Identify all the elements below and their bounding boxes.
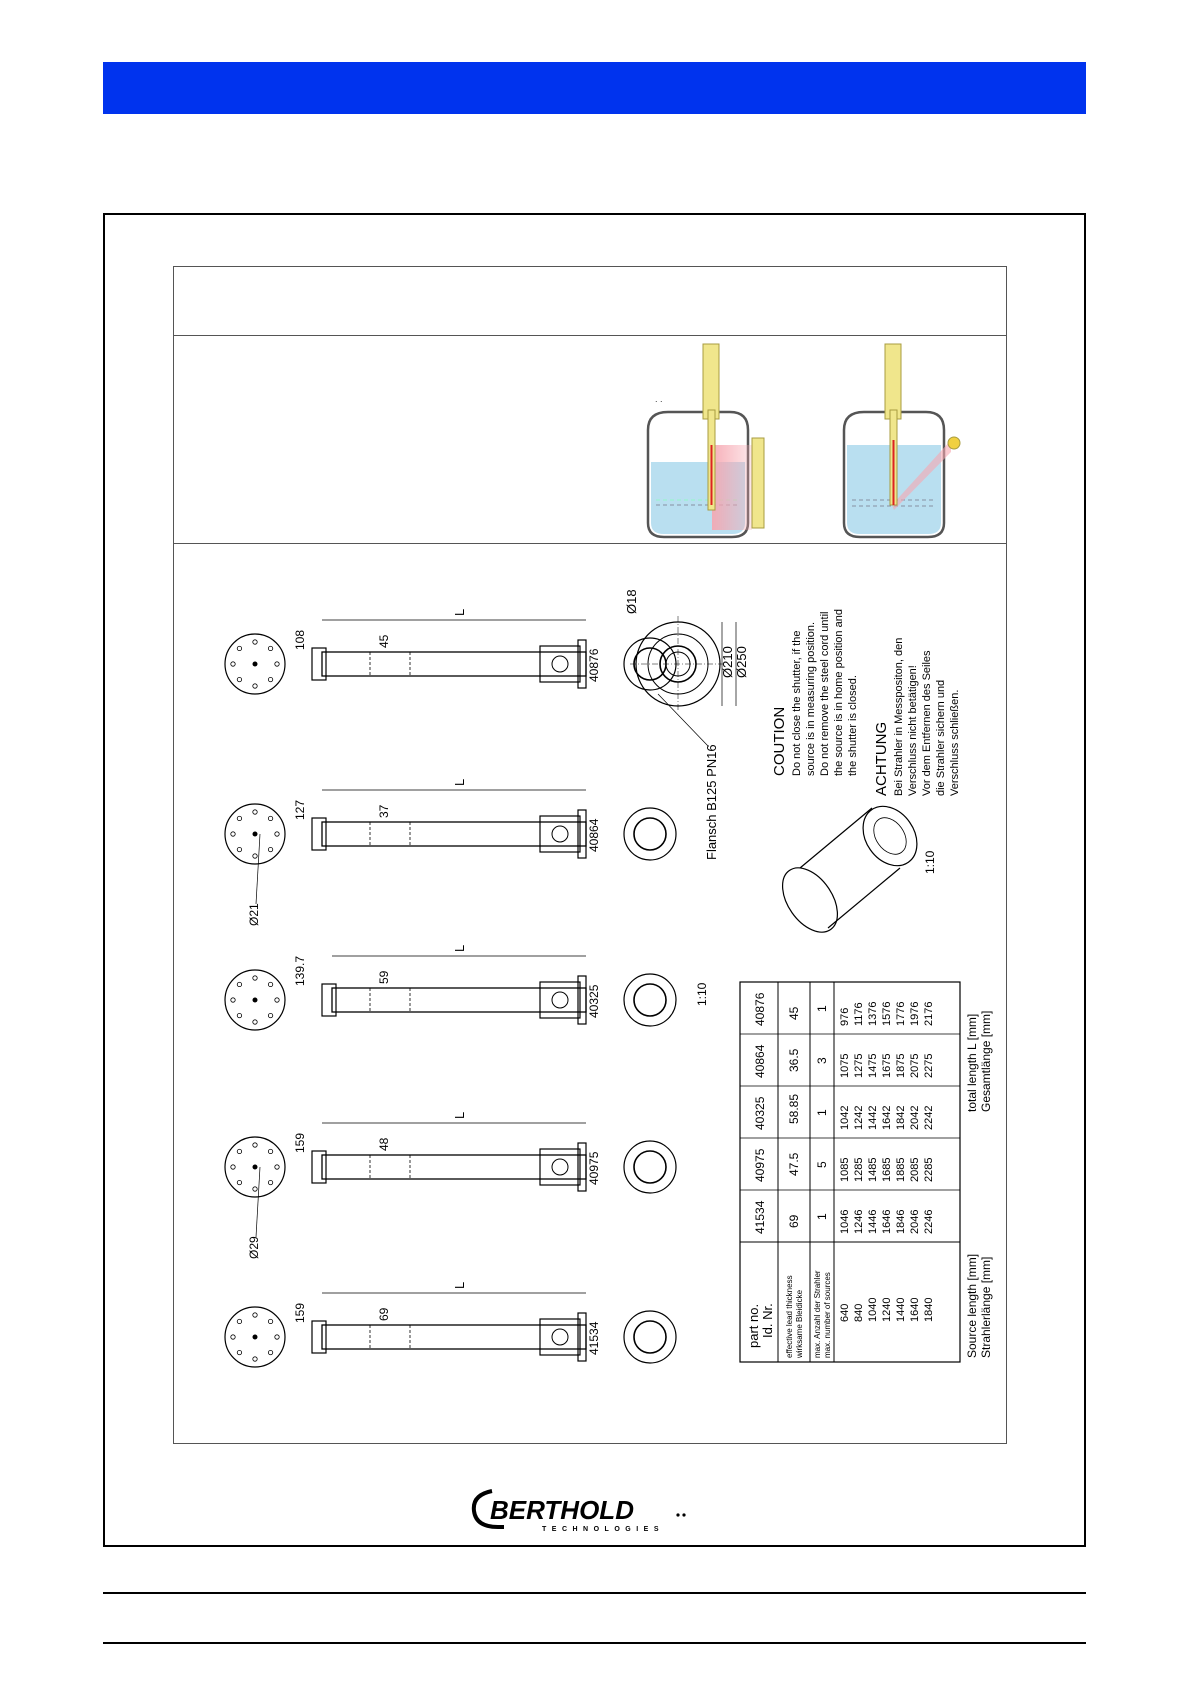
bottom-view-flange bbox=[624, 974, 676, 1026]
table-length-cell: 1242 bbox=[853, 1105, 865, 1130]
table-length-cell: 1685 bbox=[881, 1157, 893, 1182]
lead-dimension: 37 bbox=[377, 804, 391, 818]
table-length-cell: 1475 bbox=[867, 1053, 879, 1078]
achtung-line-5: Verschluss schließen. bbox=[949, 689, 961, 796]
lead-dimension: 69 bbox=[377, 1307, 391, 1321]
source-holder-drawing bbox=[225, 945, 676, 1030]
drawing-part-number: 40325 bbox=[587, 984, 601, 1018]
table-lead-header: effective lead thickness bbox=[785, 1275, 794, 1358]
table-length-cell: 1046 bbox=[839, 1209, 851, 1234]
table-length-cell: 2075 bbox=[909, 1053, 921, 1078]
logo-sub-text: TECHNOLOGIES bbox=[542, 1526, 665, 1533]
table-length-cell: 1442 bbox=[867, 1105, 879, 1130]
svg-text:. .: . . bbox=[655, 394, 663, 404]
source-holder-drawing bbox=[225, 1112, 676, 1259]
source-length-cell: 840 bbox=[853, 1303, 865, 1322]
table-max-cell: 5 bbox=[815, 1161, 829, 1168]
table-length-cell: 1646 bbox=[881, 1209, 893, 1234]
lead-dimension: 59 bbox=[377, 970, 391, 984]
bottom-view-flange bbox=[624, 1311, 676, 1363]
table-length-cell: 1042 bbox=[839, 1105, 851, 1130]
drawing-part-number: 40876 bbox=[587, 648, 601, 682]
length-dimension: L bbox=[452, 1111, 467, 1119]
bottom-view-flange bbox=[624, 808, 676, 860]
length-dimension: L bbox=[452, 608, 467, 616]
table-max-cell: 1 bbox=[815, 1109, 829, 1116]
footer-rule-bottom bbox=[103, 1642, 1086, 1644]
flange-dimension: 159 bbox=[293, 1132, 307, 1153]
table-part-cell: 41534 bbox=[753, 1200, 767, 1234]
table-length-cell: 1446 bbox=[867, 1209, 879, 1234]
scale-label-drawing: 1:10 bbox=[695, 982, 709, 1006]
part-table bbox=[740, 982, 993, 1362]
flange-dia-18: Ø18 bbox=[624, 589, 639, 614]
drawing-part-number: 40975 bbox=[587, 1151, 601, 1185]
table-length-cell: 1085 bbox=[839, 1157, 851, 1182]
flange-dia-250: Ø250 bbox=[734, 646, 749, 678]
total-length-label: total length L [mm] bbox=[965, 1013, 979, 1112]
flange-dimension: 139.7 bbox=[293, 955, 307, 986]
length-dimension: L bbox=[452, 1281, 467, 1289]
achtung-line-4: die Strahler sichern und bbox=[935, 679, 947, 796]
table-length-cell: 2085 bbox=[909, 1157, 921, 1182]
table-lead-header-de: wirksame Bleidicke bbox=[795, 1289, 804, 1358]
caution-line-1: Do not close the shutter, if the bbox=[791, 630, 803, 776]
flange-dia-210: Ø210 bbox=[720, 646, 735, 678]
table-length-cell: 1485 bbox=[867, 1157, 879, 1182]
berthold-logo bbox=[470, 1485, 710, 1535]
achtung-line-3: Vor dem Entfernen des Seiles bbox=[921, 650, 933, 796]
table-length-cell: 1376 bbox=[867, 1001, 879, 1026]
source-holder-drawing bbox=[225, 609, 676, 694]
source-length-cell: 1840 bbox=[923, 1297, 935, 1322]
flange-label: Flansch B125 PN16 bbox=[704, 744, 719, 860]
caution-line-3: Do not remove the steel cord until bbox=[819, 611, 831, 776]
source-length-label: Source length [mm] bbox=[965, 1253, 979, 1358]
flange-detail bbox=[624, 589, 749, 746]
table-length-cell: 1976 bbox=[909, 1001, 921, 1026]
table-length-cell: 2042 bbox=[909, 1105, 921, 1130]
table-part-cell: 40975 bbox=[753, 1148, 767, 1182]
drawing-part-number: 40864 bbox=[587, 818, 601, 852]
table-max-cell: 3 bbox=[815, 1057, 829, 1064]
table-length-cell: 2242 bbox=[923, 1105, 935, 1130]
caution-title: COUTION bbox=[771, 706, 788, 776]
length-dimension: L bbox=[452, 944, 467, 952]
footer-rule-top bbox=[103, 1592, 1086, 1594]
table-length-cell: 2275 bbox=[923, 1053, 935, 1078]
table-length-cell: 1176 bbox=[853, 1002, 865, 1026]
table-length-cell: 1642 bbox=[881, 1105, 893, 1130]
table-max-cell: 1 bbox=[815, 1213, 829, 1220]
flange-dimension: 159 bbox=[293, 1302, 307, 1323]
table-length-cell: 1675 bbox=[881, 1053, 893, 1078]
table-part-header-de: Id. Nr. bbox=[760, 1303, 775, 1338]
table-length-cell: 1246 bbox=[853, 1209, 865, 1234]
caution-note bbox=[771, 609, 859, 776]
source-holder-drawing bbox=[225, 1282, 676, 1367]
achtung-note bbox=[873, 638, 961, 796]
table-length-cell: 2246 bbox=[923, 1209, 935, 1234]
table-lead-cell: 58.85 bbox=[787, 1093, 801, 1124]
shield-3d-sketch bbox=[771, 796, 937, 942]
table-part-header: part no. bbox=[746, 1303, 761, 1348]
table-length-cell: 1576 bbox=[881, 1001, 893, 1026]
length-dimension: L bbox=[452, 778, 467, 786]
table-length-cell: 1842 bbox=[895, 1105, 907, 1130]
source-holder-drawing bbox=[225, 779, 676, 926]
table-lead-cell: 36.5 bbox=[787, 1048, 801, 1072]
flange-dimension: 127 bbox=[293, 799, 307, 820]
table-length-cell: 2176 bbox=[923, 1001, 935, 1026]
table-length-cell: 1285 bbox=[853, 1157, 865, 1182]
source-length-cell: 1440 bbox=[895, 1297, 907, 1322]
caution-line-2: source is in measuring position. bbox=[805, 621, 817, 776]
side-diameter: Ø29 bbox=[247, 1236, 261, 1259]
source-length-label-de: Strahlerlänge [mm] bbox=[979, 1256, 993, 1358]
drawing-part-number: 41534 bbox=[587, 1321, 601, 1355]
table-max-header-de: max. number of sources bbox=[823, 1272, 832, 1358]
achtung-line-1: Bei Strahler in Messpositon, den bbox=[893, 637, 905, 796]
total-length-label-de: Gesamtlänge [mm] bbox=[979, 1010, 993, 1112]
source-length-cell: 1040 bbox=[867, 1297, 879, 1322]
logo-brand-text: BERTHOLD bbox=[490, 1495, 634, 1525]
table-part-cell: 40325 bbox=[753, 1096, 767, 1130]
table-length-cell: 1875 bbox=[895, 1053, 907, 1078]
source-length-cell: 640 bbox=[839, 1303, 851, 1322]
table-length-cell: 1075 bbox=[839, 1053, 851, 1078]
lead-dimension: 45 bbox=[377, 634, 391, 648]
side-diameter: Ø21 bbox=[247, 903, 261, 926]
table-length-cell: 1275 bbox=[853, 1053, 865, 1078]
table-length-cell: 2046 bbox=[909, 1209, 921, 1234]
table-length-cell: 1885 bbox=[895, 1157, 907, 1182]
table-lead-cell: 69 bbox=[787, 1214, 801, 1228]
table-max-header: max. Anzahl der Strahler bbox=[813, 1270, 822, 1358]
table-part-cell: 40876 bbox=[753, 992, 767, 1026]
source-length-cell: 1640 bbox=[909, 1297, 921, 1322]
achtung-line-2: Verschluss nicht betätigen! bbox=[907, 665, 919, 796]
table-part-cell: 40864 bbox=[753, 1044, 767, 1078]
achtung-title: ACHTUNG bbox=[873, 721, 890, 796]
table-lead-cell: 45 bbox=[787, 1006, 801, 1020]
table-length-cell: 2285 bbox=[923, 1157, 935, 1182]
bottom-view-flange bbox=[624, 1141, 676, 1193]
source-length-cell: 1240 bbox=[881, 1297, 893, 1322]
scale-label-3d: 1:10 bbox=[923, 850, 937, 874]
table-length-cell: 1846 bbox=[895, 1209, 907, 1234]
table-lead-cell: 47.5 bbox=[787, 1152, 801, 1176]
lead-dimension: 48 bbox=[377, 1137, 391, 1151]
table-max-cell: 1 bbox=[815, 1005, 829, 1012]
caution-line-4: the source is in home position and bbox=[833, 609, 845, 776]
caution-line-5: the shutter is closed. bbox=[847, 675, 859, 776]
table-length-cell: 1776 bbox=[895, 1001, 907, 1026]
table-length-cell: 976 bbox=[839, 1007, 851, 1026]
flange-dimension: 108 bbox=[293, 629, 307, 650]
